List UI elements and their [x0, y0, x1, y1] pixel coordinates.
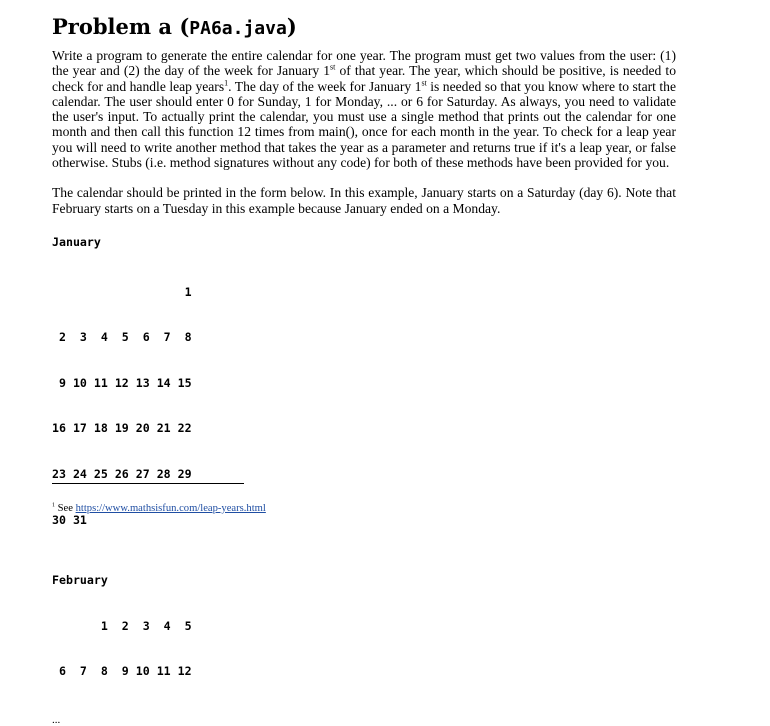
january-title: January	[52, 234, 101, 249]
calendar-row: 1 2 3 4 5	[52, 618, 192, 633]
footnote-label: See	[55, 503, 76, 514]
calendar-row: 9 10 11 12 13 14 15	[52, 375, 192, 390]
ordinal-suffix-2: st	[421, 78, 427, 88]
footnote-divider	[52, 483, 244, 484]
problem-heading	[52, 14, 676, 42]
instructions-text-1: Write a program to generate the entire calendar for one year. The program must get two values from the user: (1) the year and (2) the day of the week for January 1	[52, 48, 676, 79]
calendar-row: 1	[52, 284, 192, 299]
calendar-row: 2 3 4 5 6 7 8	[52, 330, 192, 345]
heading-suffix: )	[286, 14, 297, 39]
calendar-row: 30 31	[52, 512, 87, 527]
footnote-link[interactable]: https://www.mathsisfun.com/leap-years.html	[75, 503, 266, 514]
calendar-row: 23 24 25 26 27 28 29	[52, 467, 192, 482]
instructions-text-4: is needed so that you know where to start the calendar. The user should enter 0 for Sunday, 1 for Monday, ... or 6 for Saturday. As always, you need to validate the user's input. To actually print the calendar, you must use a single method that prints out the calendar for one month and then call this function 12 times from main(), once for each month in the year. To check for a leap year you will need to write another method that takes the year as a parameter and returns true if it's a leap year, or false otherwise. Stubs (i.e. method signatures without any code) for both of these methods have been provided for you.	[52, 78, 677, 171]
footnote	[52, 503, 266, 514]
instructions-paragraph	[52, 48, 676, 170]
instructions-text-3: . The day of the week for January 1	[228, 78, 422, 94]
heading-prefix: Problem a (	[52, 14, 190, 39]
format-paragraph: The calendar should be printed in the form below. In this example, January starts on a Saturday (day 6). Note that February starts on a Tuesday in this example because January ended on a Monday.	[52, 185, 676, 216]
heading-filename: PA6a.java	[189, 18, 287, 39]
document-page	[52, 14, 676, 726]
calendar-row: 16 17 18 19 20 21 22	[52, 421, 192, 436]
footnote-mark: 1	[52, 502, 55, 509]
footnote-reference: 1	[224, 78, 229, 88]
ordinal-suffix-1: st	[330, 62, 336, 72]
february-grid	[52, 588, 676, 710]
february-title: February	[52, 573, 108, 588]
instructions-text-2: of that year. The year, which should be positive, is needed to check for and handle leap years	[52, 63, 676, 94]
continuation-ellipsis: ...	[52, 714, 61, 726]
calendar-row: 6 7 8 9 10 11 12	[52, 664, 192, 679]
